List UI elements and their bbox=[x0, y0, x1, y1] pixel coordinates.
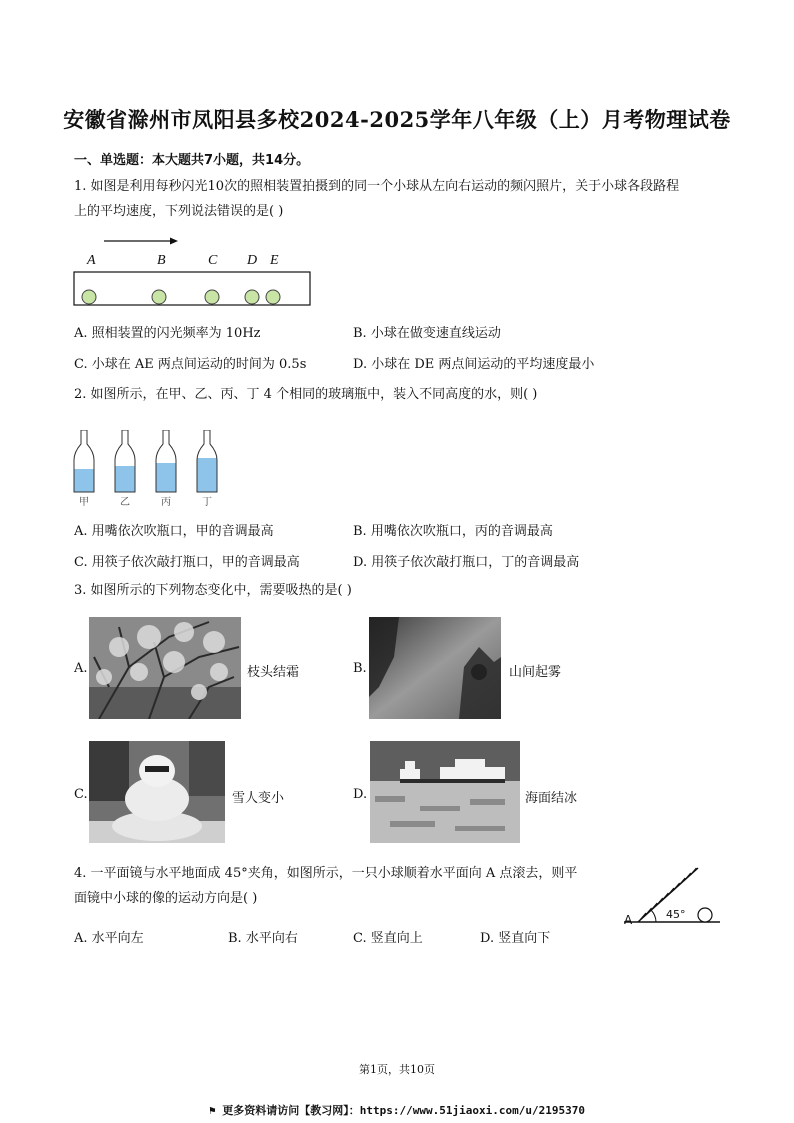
point-label-d: D bbox=[247, 253, 258, 268]
question-1-stem bbox=[74, 174, 734, 224]
q2-option-d: D. 用筷子依次敲打瓶口，丁的音调最高 bbox=[353, 555, 580, 570]
page-number-footer: 第1页，共10页 bbox=[359, 1063, 435, 1076]
mirror-hatch-mark bbox=[679, 878, 685, 885]
q3-option-c-letter: C. bbox=[74, 787, 88, 802]
bottle-label-bing: 丙 bbox=[161, 497, 171, 508]
mirror-hatch-mark bbox=[657, 898, 663, 905]
mountain-fog-photo bbox=[369, 617, 501, 719]
q4-option-c: C. 竖直向上 bbox=[353, 931, 423, 946]
frost-branches-photo bbox=[89, 617, 241, 719]
q3-option-d-letter: D. bbox=[353, 787, 368, 802]
direction-arrow-head bbox=[170, 238, 178, 245]
bottle-bing bbox=[152, 430, 180, 492]
q1-option-d: D. 小球在 DE 两点间运动的平均速度最小 bbox=[353, 357, 595, 372]
question-4-line-2: 面镜中小球的像的运动方向是( ) bbox=[74, 891, 258, 906]
strobe-photo-diagram bbox=[70, 232, 320, 312]
question-3-stem: 3. 如图所示的下列物态变化中，需要吸热的是( ) bbox=[74, 583, 352, 598]
section-heading: 一、单选题：本大题共7小题，共14分。 bbox=[74, 153, 310, 168]
q2-option-b: B. 用嘴依次吹瓶口，丙的音调最高 bbox=[353, 524, 553, 539]
melting-snowman-photo bbox=[89, 741, 225, 843]
point-a-label: A bbox=[624, 913, 633, 927]
point-label-c: C bbox=[208, 253, 218, 268]
angle-label: 45° bbox=[666, 908, 686, 921]
point-label-e: E bbox=[270, 253, 279, 268]
q3-option-b-caption: 山间起雾 bbox=[509, 665, 562, 680]
q2-option-a: A. 用嘴依次吹瓶口，甲的音调最高 bbox=[74, 524, 274, 539]
mirror-45-diagram bbox=[620, 858, 725, 928]
ball-position-d bbox=[245, 290, 259, 304]
mirror-hatch-mark bbox=[685, 873, 691, 880]
bottle-label-yi: 乙 bbox=[120, 497, 130, 508]
bottle-ding bbox=[193, 430, 221, 492]
bottle-jia bbox=[70, 430, 98, 492]
q1-option-a: A. 照相装置的闪光频率为 10Hz bbox=[74, 326, 261, 341]
mirror-hatch-mark bbox=[674, 883, 680, 890]
q3-option-a-letter: A. bbox=[74, 661, 88, 676]
q3-option-a-caption: 枝头结霜 bbox=[247, 665, 300, 680]
mirror-hatch-mark bbox=[690, 868, 696, 875]
mirror-hatch-mark bbox=[668, 888, 674, 895]
paper-title: 安徽省滁州市凤阳县多校2024-2025学年八年级（上）月考物理试卷 bbox=[63, 107, 731, 132]
bottle-label-jia: 甲 bbox=[79, 497, 89, 508]
mirror-hatch-mark bbox=[662, 893, 668, 900]
q4-option-d: D. 竖直向下 bbox=[480, 931, 551, 946]
q3-option-b-letter: B. bbox=[353, 661, 367, 676]
ball-position-e bbox=[266, 290, 280, 304]
question-2-stem: 2. 如图所示，在甲、乙、丙、丁 4 个相同的玻璃瓶中，装入不同高度的水，则( ) bbox=[74, 387, 538, 402]
bottle-yi bbox=[111, 430, 139, 492]
ball-position-c bbox=[205, 290, 219, 304]
q2-option-c: C. 用筷子依次敲打瓶口，甲的音调最高 bbox=[74, 555, 300, 570]
resource-link-banner[interactable]: ⚑ 更多资料请访问【教习网】：https://www.51jiaoxi.com/u/2195370 bbox=[209, 1104, 585, 1117]
q1-option-b: B. 小球在做变速直线运动 bbox=[353, 326, 501, 341]
angle-arc bbox=[651, 910, 656, 922]
bottle-label-ding: 丁 bbox=[202, 497, 212, 508]
q4-option-a: A. 水平向左 bbox=[74, 931, 144, 946]
question-1-line-2: 上的平均速度，下列说法错误的是( ) bbox=[74, 204, 284, 219]
q3-option-d-caption: 海面结冰 bbox=[525, 791, 578, 806]
q4-option-b: B. 水平向右 bbox=[228, 931, 298, 946]
q3-option-c-caption: 雪人变小 bbox=[232, 791, 285, 806]
water-bottles-diagram bbox=[70, 430, 230, 510]
rolling-ball bbox=[698, 908, 712, 922]
point-label-a: A bbox=[87, 253, 96, 268]
question-1-line-1: 1. 如图是利用每秒闪光10次的照相装置拍摄到的同一个小球从左向右运动的频闪照片，关于小球各段路程 bbox=[74, 179, 680, 194]
ball-position-b bbox=[152, 290, 166, 304]
sea-ice-photo bbox=[370, 741, 520, 843]
question-4-line-1: 4. 一平面镜与水平地面成 45°夹角，如图所示，一只小球顺着水平面向 A 点滚去，则平 bbox=[74, 866, 578, 881]
question-4-stem bbox=[74, 861, 614, 911]
ball-position-a bbox=[82, 290, 96, 304]
point-label-b: B bbox=[157, 253, 166, 268]
q1-option-c: C. 小球在 AE 两点间运动的时间为 0.5s bbox=[74, 357, 307, 372]
